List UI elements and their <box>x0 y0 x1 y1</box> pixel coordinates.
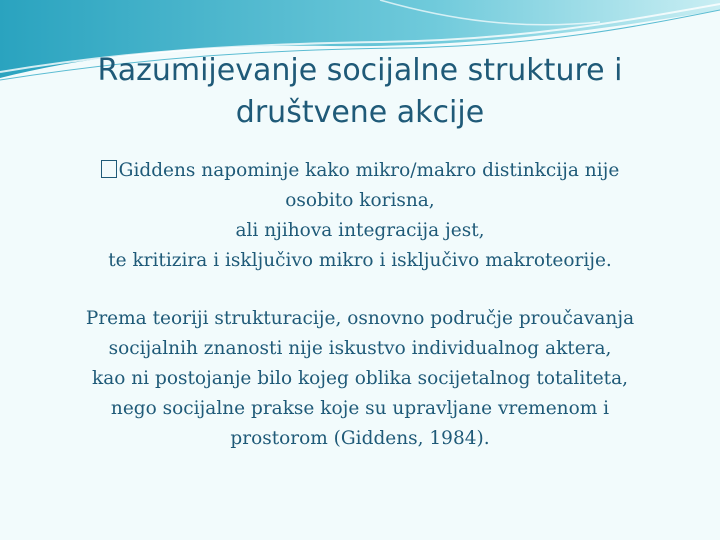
slide-title-line-2: društvene akcije <box>235 95 485 130</box>
paragraph2-line-3: kao ni postojanje bilo kojeg oblika socijetalnog totaliteta, <box>92 368 628 389</box>
slide-body <box>30 156 690 454</box>
paragraph2-line-4: nego socijalne prakse koje su upravljane vremenom i <box>110 398 610 419</box>
paragraph1-line-1: Giddens napominje kako mikro/makro distinkcija nije <box>30 156 690 186</box>
slide-title <box>40 50 680 134</box>
missing-glyph-icon <box>101 160 117 178</box>
slide-title-line-1: Razumijevanje socijalne strukture i <box>97 53 623 88</box>
paragraph2-line-5: prostorom (Giddens, 1984). <box>230 428 490 449</box>
paragraph2-line-2: socijalnih znanosti nije iskustvo individualnog aktera, <box>108 338 612 359</box>
paragraph1-line-4: te kritizira i isključivo mikro i isključivo makroteorije. <box>108 250 612 271</box>
paragraph-spacer <box>30 276 690 304</box>
paragraph1-line-2: osobito korisna, <box>285 190 435 211</box>
paragraph1-line-3: ali njihova integracija jest, <box>235 220 485 241</box>
paragraph2-line-1: Prema teoriji strukturacije, osnovno područje proučavanja <box>85 308 635 329</box>
